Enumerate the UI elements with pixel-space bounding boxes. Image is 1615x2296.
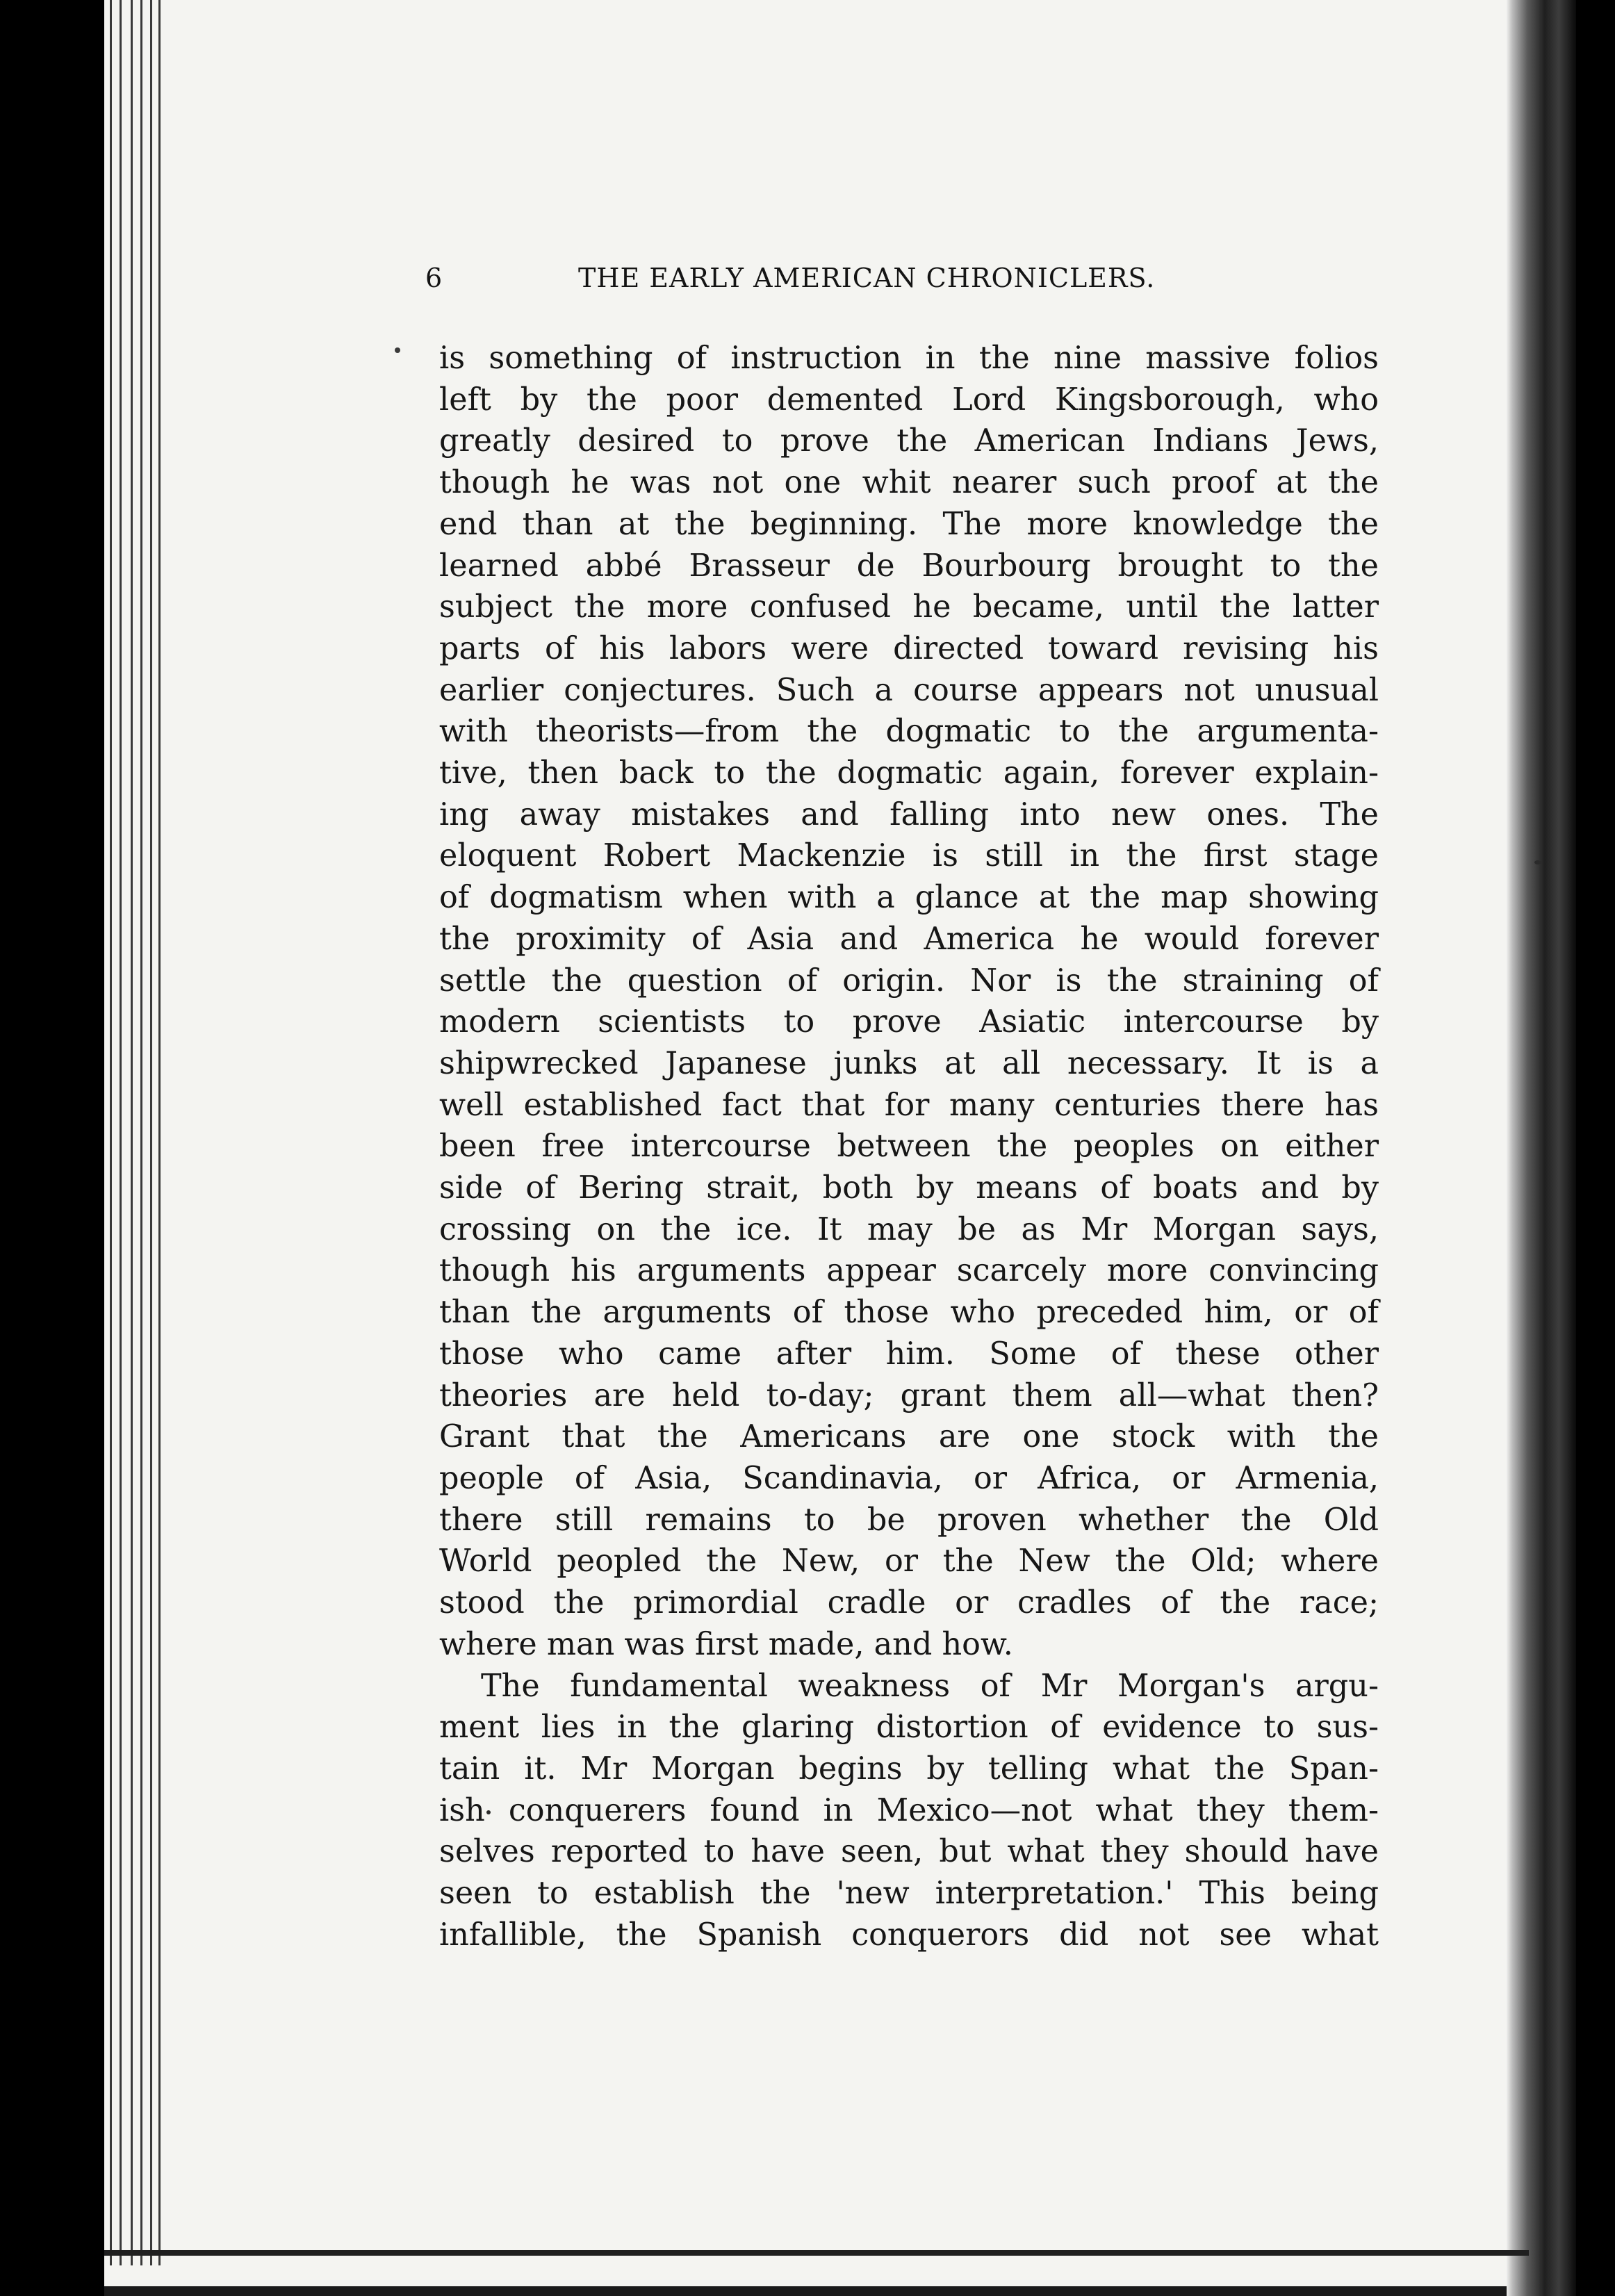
text-line: seen to establish the 'new interpretation.' This being xyxy=(439,1876,1379,1912)
text-line: though his arguments appear scarcely more convincing xyxy=(439,1253,1379,1289)
page-edge-line xyxy=(110,0,112,2265)
text-line: is something of instruction in the nine massive folios xyxy=(439,341,1379,376)
page-bottom-edge xyxy=(104,2250,1529,2256)
text-line: ing away mistakes and falling into new ones. The xyxy=(439,796,1379,833)
text-line: of dogmatism when with a glance at the map showing xyxy=(439,880,1379,916)
text-line: left by the poor demented Lord Kingsborough, who xyxy=(439,382,1379,418)
margin-dot xyxy=(395,347,400,353)
page-number: 6 xyxy=(425,263,443,293)
text-line: ment lies in the glaring distortion of evidence to sus- xyxy=(439,1709,1379,1746)
text-line: with theorists—from the dogmatic to the argumenta- xyxy=(439,714,1379,750)
margin-speck xyxy=(1534,860,1541,864)
text-line: tain it. Mr Morgan begins by telling what the Span- xyxy=(439,1750,1379,1787)
text-line: parts of his labors were directed toward revising his xyxy=(439,630,1379,666)
text-line: people of Asia, Scandinavia, or Africa, or Armenia, xyxy=(439,1460,1379,1496)
body-text xyxy=(439,338,1379,1955)
text-line: World peopled the New, or the New the Old; where xyxy=(439,1543,1379,1580)
text-line: greatly desired to prove the American Indians Jews, xyxy=(439,423,1379,459)
running-head: THE EARLY AMERICAN CHRONICLERS. xyxy=(578,263,1156,293)
text-line: than the arguments of those who preceded him, or of xyxy=(439,1295,1379,1331)
page-edge-line xyxy=(140,0,142,2265)
text-line: selves reported to have seen, but what they should have xyxy=(439,1834,1379,1870)
text-line: the proximity of Asia and America he would forever xyxy=(439,921,1379,957)
text-line: shipwrecked Japanese junks at all necessary. It is a xyxy=(439,1045,1379,1081)
text-line: infallible, the Spanish conquerors did not see what xyxy=(439,1917,1379,1953)
text-line: stood the primordial cradle or cradles of the race; xyxy=(439,1585,1379,1621)
text-line: there still remains to be proven whether the Old xyxy=(439,1502,1379,1538)
page-edge-line xyxy=(131,0,133,2265)
text-line: well established fact that for many centuries there has xyxy=(439,1087,1379,1123)
text-line: end than at the beginning. The more knowledge the xyxy=(439,506,1379,542)
text-line: those who came after him. Some of these other xyxy=(439,1336,1379,1372)
text-line: crossing on the ice. It may be as Mr Morgan says, xyxy=(439,1211,1379,1247)
page-header xyxy=(425,263,1384,311)
page-edge-line xyxy=(120,0,122,2265)
text-line: settle the question of origin. Nor is the straining of xyxy=(439,962,1379,999)
text-line: Grant that the Americans are one stock with the xyxy=(439,1419,1379,1455)
text-line: ish conquerers found in Mexico—not what they them- xyxy=(439,1792,1379,1828)
text-line: eloquent Robert Mackenzie is still in the first stage xyxy=(439,838,1379,874)
text-line: modern scientists to prove Asiatic intercourse by xyxy=(439,1004,1379,1040)
text-line: theories are held to-day; grant them all—what then? xyxy=(439,1377,1379,1413)
text-line: subject the more confused he became, until the latter xyxy=(439,589,1379,625)
text-line: though he was not one whit nearer such proof at the xyxy=(439,465,1379,501)
text-line: been free intercourse between the peoples on either xyxy=(439,1129,1379,1165)
paragraph-start-line: The fundamental weakness of Mr Morgan's argu- xyxy=(481,1668,1379,1704)
page-edge-line xyxy=(150,0,152,2265)
binding-shadow xyxy=(1507,0,1576,2296)
text-line: side of Bering strait, both by means of boats and by xyxy=(439,1170,1379,1206)
text-line: tive, then back to the dogmatic again, forever explain- xyxy=(439,755,1379,792)
page-edges xyxy=(104,0,181,2265)
text-line: where man was first made, and how. xyxy=(439,1626,1013,1662)
text-line: earlier conjectures. Such a course appears not unusual xyxy=(439,672,1379,708)
page-edge-line xyxy=(158,0,161,2265)
text-line: learned abbé Brasseur de Bourbourg brought to the xyxy=(439,548,1379,584)
